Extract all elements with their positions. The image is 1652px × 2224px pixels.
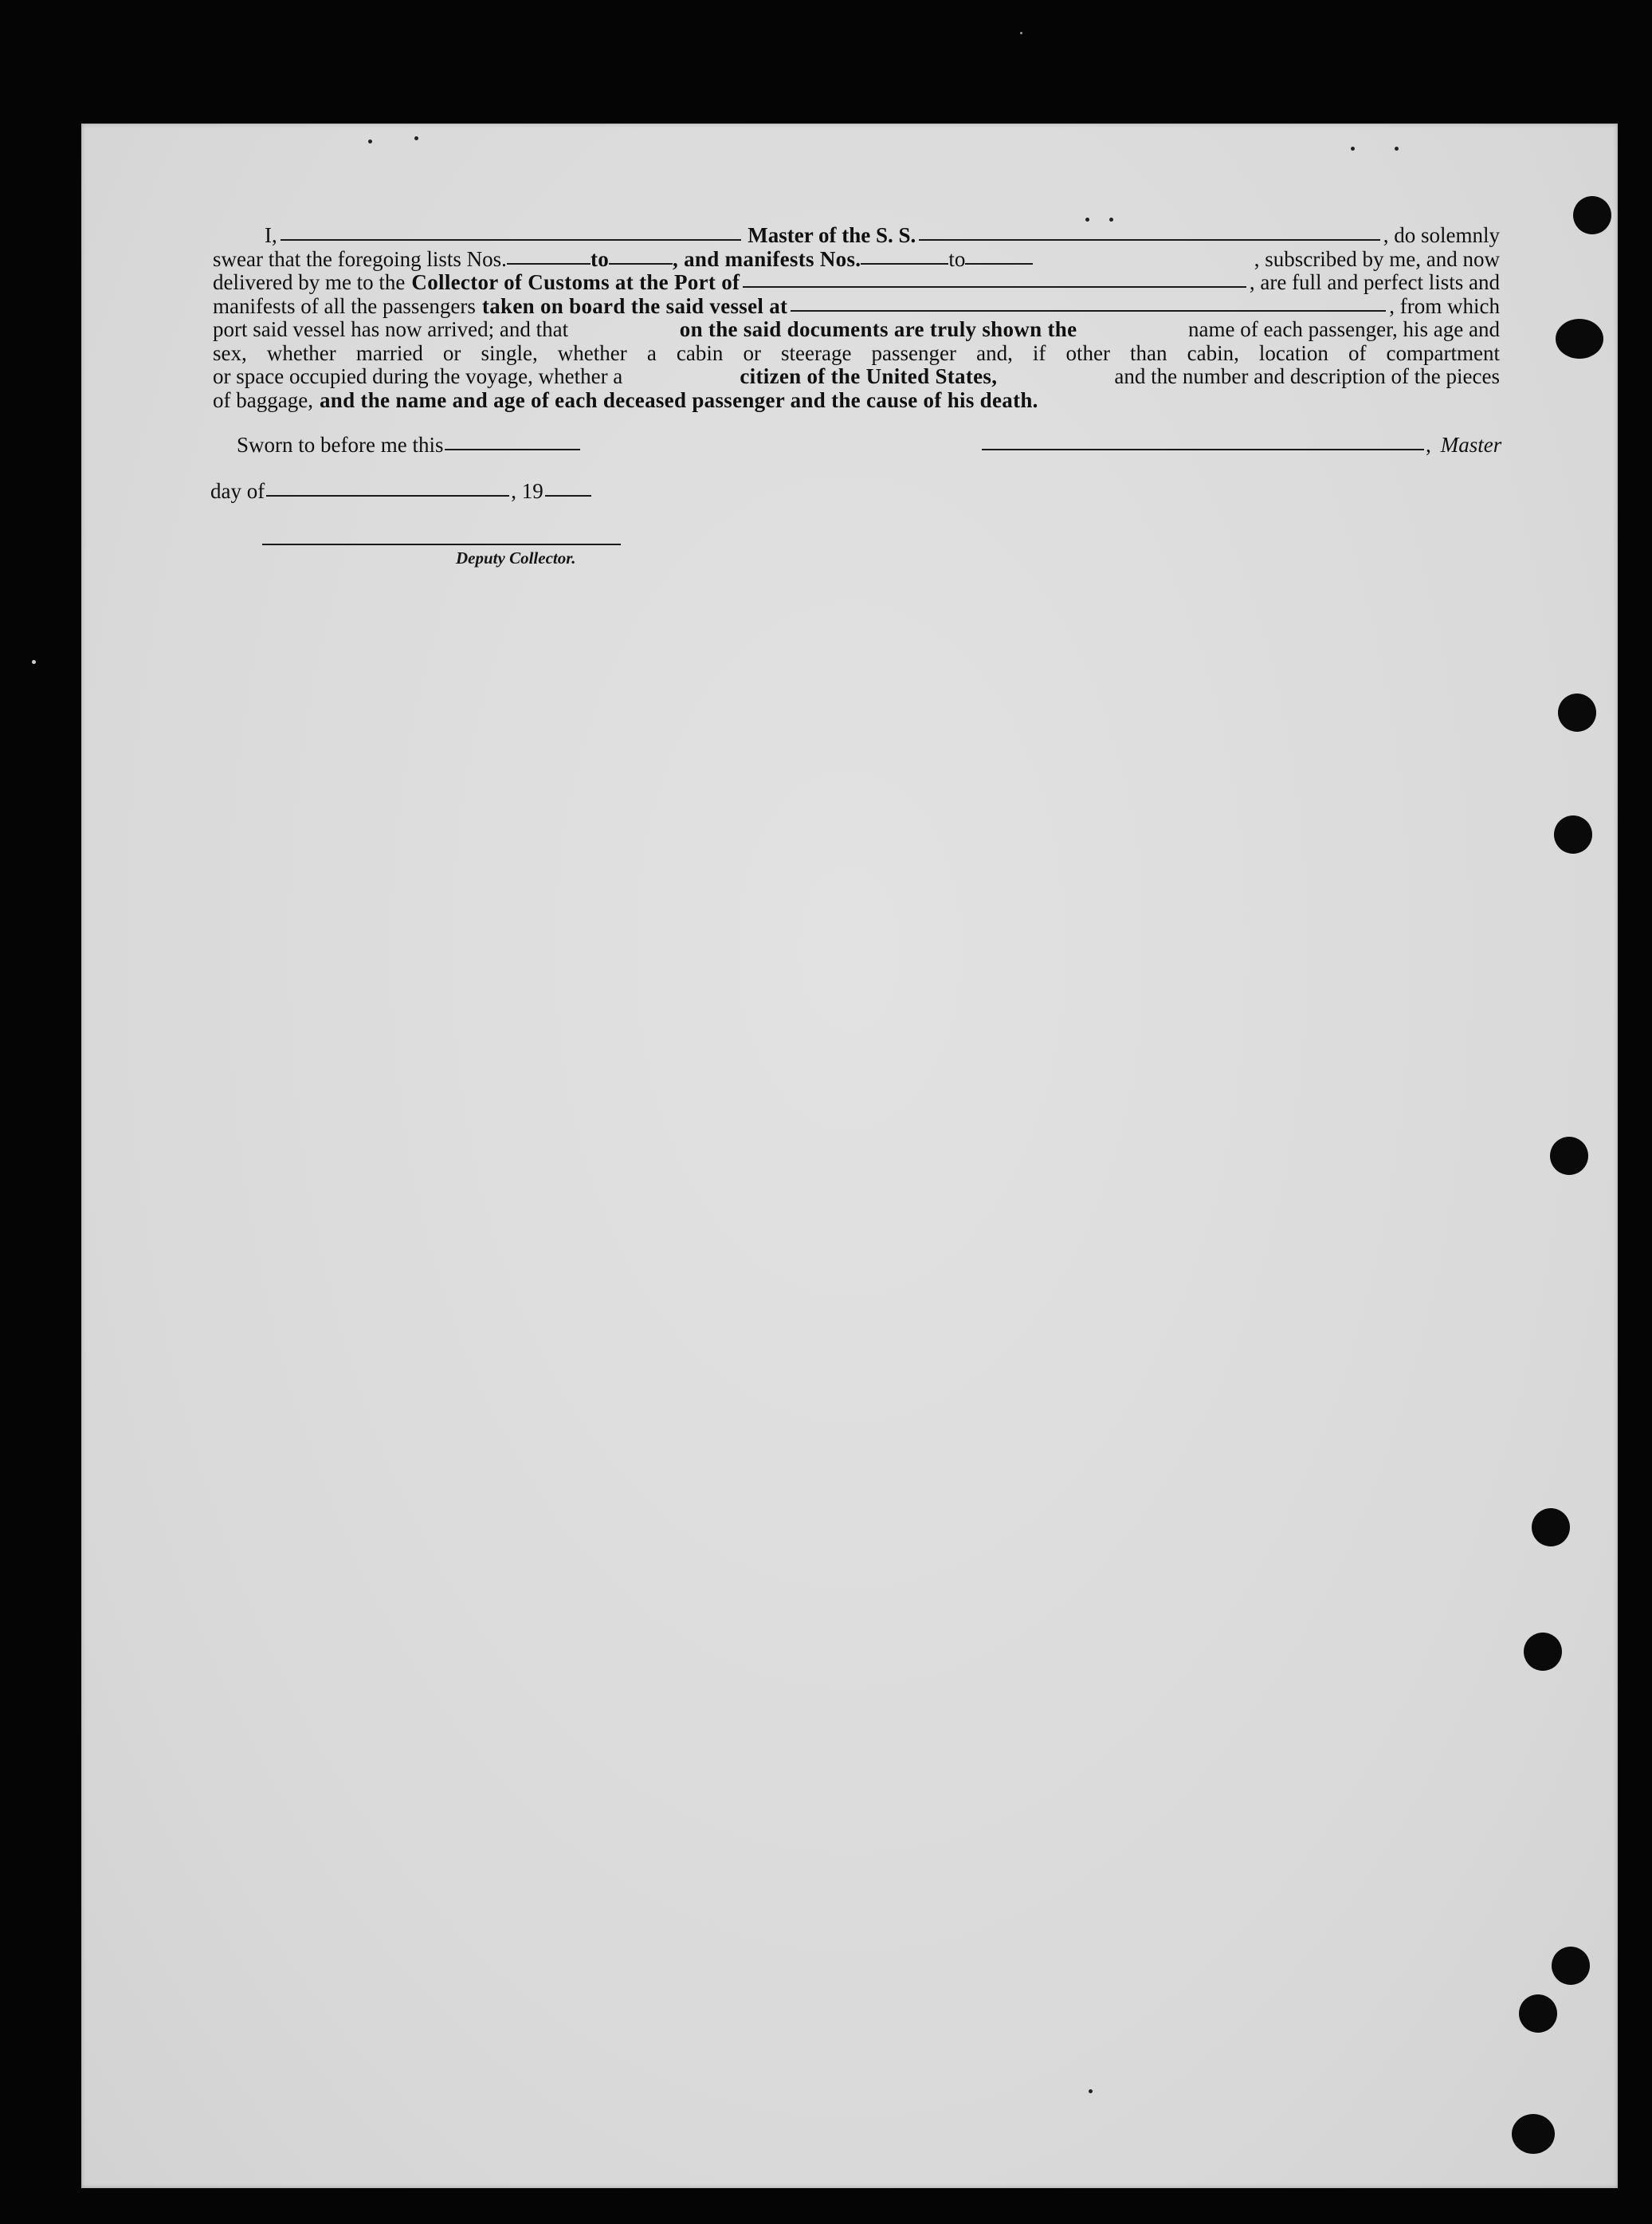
- punch-hole: [1512, 2114, 1555, 2154]
- document-page: [81, 124, 1618, 2188]
- on-said-documents-label: on the said documents are truly shown the: [679, 317, 1077, 341]
- sworn-text: Sworn to before me this: [237, 433, 444, 457]
- year-prefix-text: , 19: [511, 479, 543, 503]
- do-solemnly-text: , do solemnly: [1383, 223, 1501, 247]
- to-text-1: to: [590, 246, 610, 271]
- space-occupied-text: or space occupied during the voyage, whether a: [213, 364, 623, 388]
- punch-hole: [1558, 694, 1596, 732]
- manifest-no-from-blank: [861, 248, 948, 265]
- of-baggage-text: of baggage,: [213, 387, 313, 412]
- punch-hole: [1573, 196, 1611, 234]
- scan-speck: [414, 136, 418, 140]
- punch-hole: [1532, 1508, 1570, 1546]
- master-of-ss-label: Master of the S. S.: [748, 223, 916, 247]
- month-blank: [266, 479, 509, 497]
- port-said-text: port said vessel has now arrived; and that: [213, 317, 569, 341]
- oath-line-3: [213, 271, 1500, 295]
- sex-marital-text: sex, whether married or single, whether a cabin or steerage passenger and, if other than cabin, location of compartment: [213, 340, 1500, 365]
- master-signature-blank: [982, 433, 1424, 450]
- and-manifests-label: , and manifests Nos.: [673, 246, 861, 271]
- scan-speck: [1085, 218, 1089, 222]
- master-label: Master: [1440, 433, 1502, 457]
- deputy-signature-rule: [262, 544, 621, 545]
- border-speck: [1020, 32, 1022, 34]
- list-no-to-blank: [609, 248, 673, 265]
- manifests-of-text: manifests of all the passengers: [213, 293, 476, 318]
- oath-line-6: [213, 342, 1500, 366]
- master-signature-line: [980, 433, 1501, 458]
- scan-speck: [1351, 147, 1355, 151]
- scan-speck: [1089, 2089, 1093, 2093]
- scan-speck: [1395, 147, 1399, 151]
- name-of-each-text: name of each passenger, his age and: [1187, 317, 1500, 341]
- sworn-line: [237, 433, 582, 458]
- subscribed-text: , subscribed by me, and now: [1254, 246, 1500, 271]
- collector-label: Collector of Customs at the Port of: [411, 270, 740, 294]
- manifest-no-to-blank: [965, 248, 1033, 265]
- vessel-name-blank: [919, 224, 1380, 241]
- day-of-line: [210, 479, 593, 504]
- oath-line-4: [213, 295, 1500, 319]
- oath-line-8: [213, 389, 1500, 413]
- punch-hole: [1519, 1994, 1557, 2033]
- oath-line-1: [213, 224, 1500, 248]
- punch-hole: [1556, 319, 1603, 359]
- master-comma: ,: [1426, 433, 1431, 457]
- punch-hole: [1552, 1947, 1590, 1985]
- border-speck: [32, 660, 36, 664]
- punch-hole: [1524, 1633, 1562, 1671]
- punch-hole: [1554, 815, 1592, 854]
- oath-i: I,: [265, 223, 277, 247]
- deceased-passenger-label: and the name and age of each deceased passenger and the cause of his death.: [319, 387, 1038, 412]
- day-of-text: day of: [210, 479, 265, 503]
- oath-line-5: [213, 318, 1500, 342]
- master-name-blank: [281, 224, 742, 241]
- swear-text: swear that the foregoing lists Nos.: [213, 246, 507, 271]
- punch-hole: [1550, 1137, 1588, 1175]
- departure-port-blank: [791, 295, 1386, 312]
- port-blank: [743, 271, 1246, 288]
- sworn-day-blank: [445, 433, 580, 450]
- year-blank: [545, 479, 591, 497]
- to-text-2: to: [948, 246, 966, 271]
- list-no-from-blank: [507, 248, 591, 265]
- bleed-through-text: [639, 163, 646, 194]
- scan-speck: [1109, 218, 1113, 222]
- scan-speck: [368, 139, 372, 143]
- master-oath-paragraph: [213, 224, 1500, 412]
- baggage-description-text: and the number and description of the pieces: [1114, 364, 1500, 388]
- taken-on-board-label: taken on board the said vessel at: [481, 293, 788, 318]
- oath-line-7: [213, 365, 1500, 389]
- citizen-label: citizen of the United States,: [740, 364, 998, 388]
- from-which-text: , from which: [1389, 293, 1500, 318]
- oath-line-2: [213, 248, 1500, 272]
- delivered-text: delivered by me to the: [213, 270, 406, 294]
- full-perfect-text: , are full and perfect lists and: [1249, 270, 1500, 294]
- deputy-collector-label: Deputy Collector.: [456, 548, 576, 568]
